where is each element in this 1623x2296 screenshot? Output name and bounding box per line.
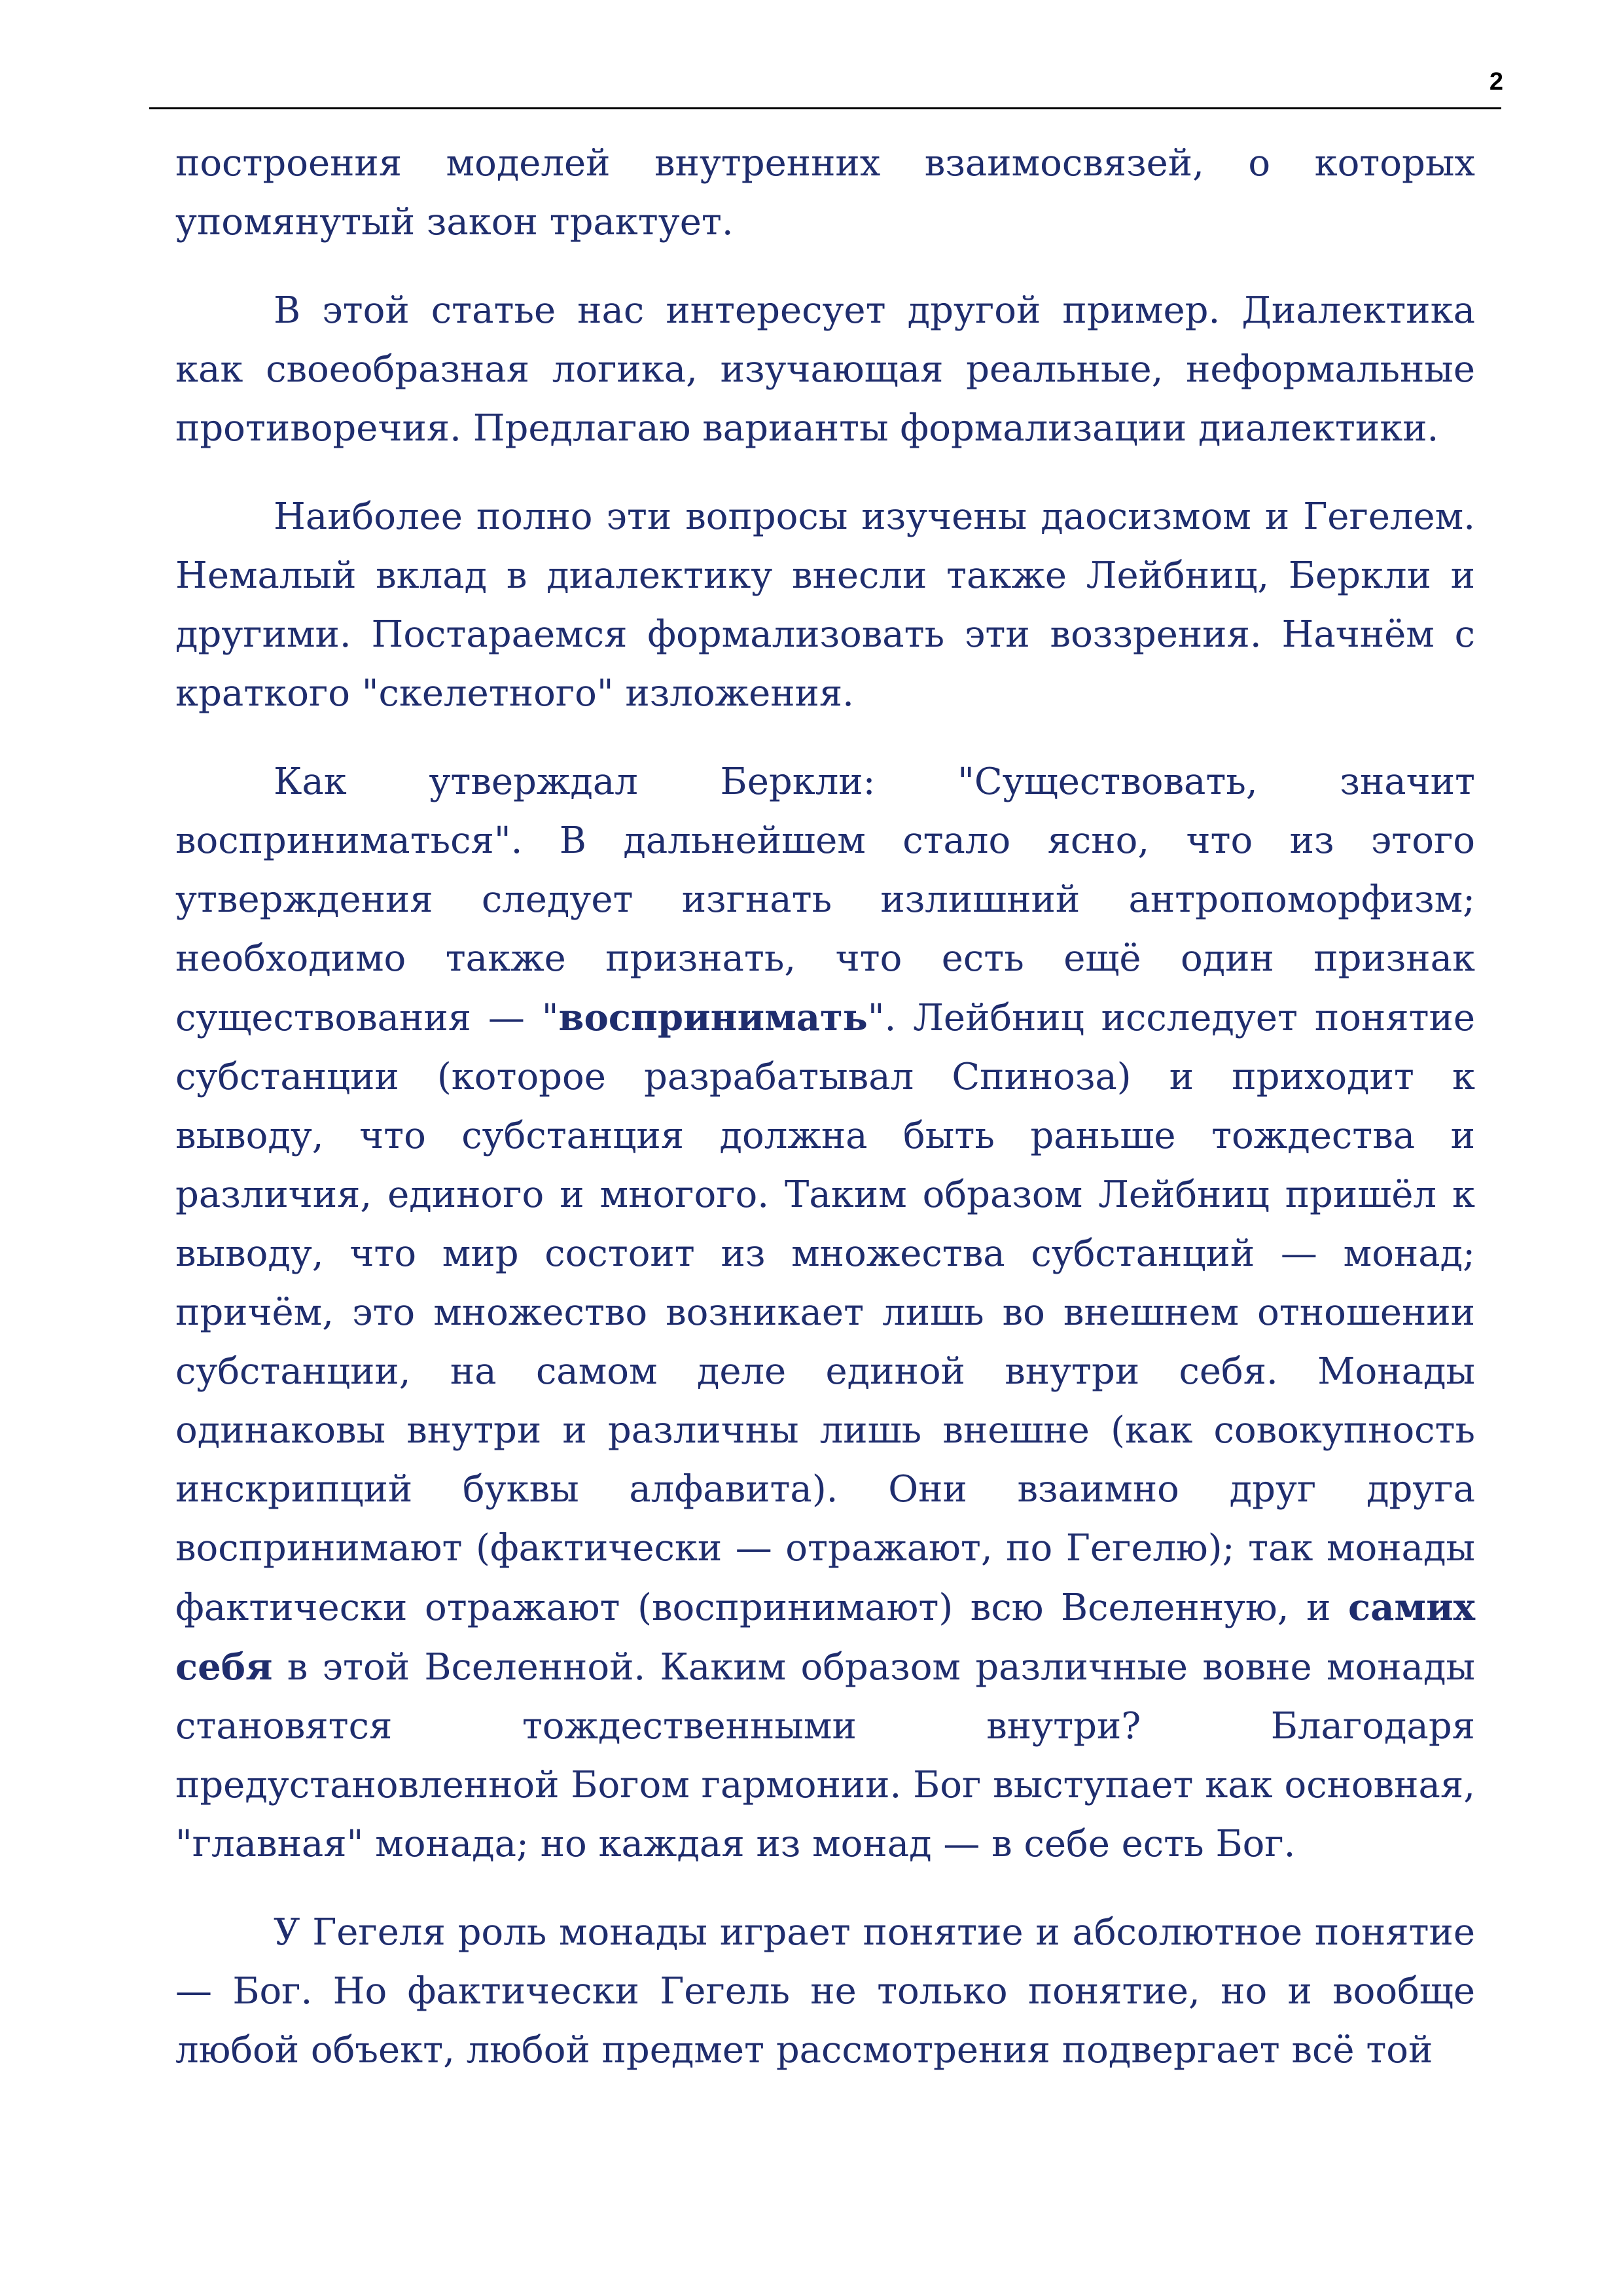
paragraph-5: У Гегеля роль монады играет понятие и абсолютное понятие — Бог. Но фактически Гегель не только понятие, но и вообще любой объект, любой предмет рассмотрения подвергает всё той: [175, 1911, 1475, 2072]
bold-term-perceive: воспринимать: [558, 996, 868, 1039]
paragraph-4-text-2: ". Лейбниц исследует понятие субстанции (которое разрабатывал Спиноза) и приходит к выводу, что субстанция должна быть раньше тождества и различия, единого и многого. Таким образом Лейбниц пришёл к выводу, что мир состоит из множества субстанций — монад; причём, это множество возникает лишь во внешнем отношении субстанции, на самом деле единой внутри себя. Монады одинаковы внутри и различны лишь внешне (как совокупность инскрипций буквы алфавита). Они взаимно друг друга воспринимают (фактически — отражают, по Гегелю); так монады фактически отражают (воспринимают) всю Вселенную, и: [175, 997, 1476, 1629]
paragraph-3: Наиболее полно эти вопросы изучены даосизмом и Гегелем. Немалый вклад в диалектику внесли также Лейбниц, Беркли и другими. Постараемся формализовать эти воззрения. Начнём с краткого "скелетного" изложения.: [175, 495, 1475, 715]
paragraph-4: [175, 753, 1475, 1874]
paragraph-4-text-3: в этой Вселенной. Каким образом различные вовне монады становятся тождественными внутри? Благодаря предустановленной Богом гармонии. Бог выступает как основная, "главная" монада; но каждая из монад — в себе есть Бог.: [175, 1646, 1475, 1865]
document-body: [175, 134, 1475, 2109]
page-number: 2: [1489, 68, 1503, 96]
paragraph-1: построения моделей внутренних взаимосвязей, о которых упомянутый закон трактует.: [175, 142, 1475, 243]
header-rule: [149, 107, 1501, 109]
bold-term-themselves: самих себя: [175, 1586, 1475, 1689]
paragraph-4-text-1: Как утверждал Беркли: "Существовать, значит восприниматься". В дальнейшем стало ясно, что из этого утверждения следует изгнать излишний антропоморфизм; необходимо также признать, что есть ещё один признак существования — ": [175, 761, 1475, 1039]
paragraph-2: В этой статье нас интересует другой пример. Диалектика как своеобразная логика, изучающая реальные, неформальные противоречия. Предлагаю варианты формализации диалектики.: [175, 289, 1475, 450]
